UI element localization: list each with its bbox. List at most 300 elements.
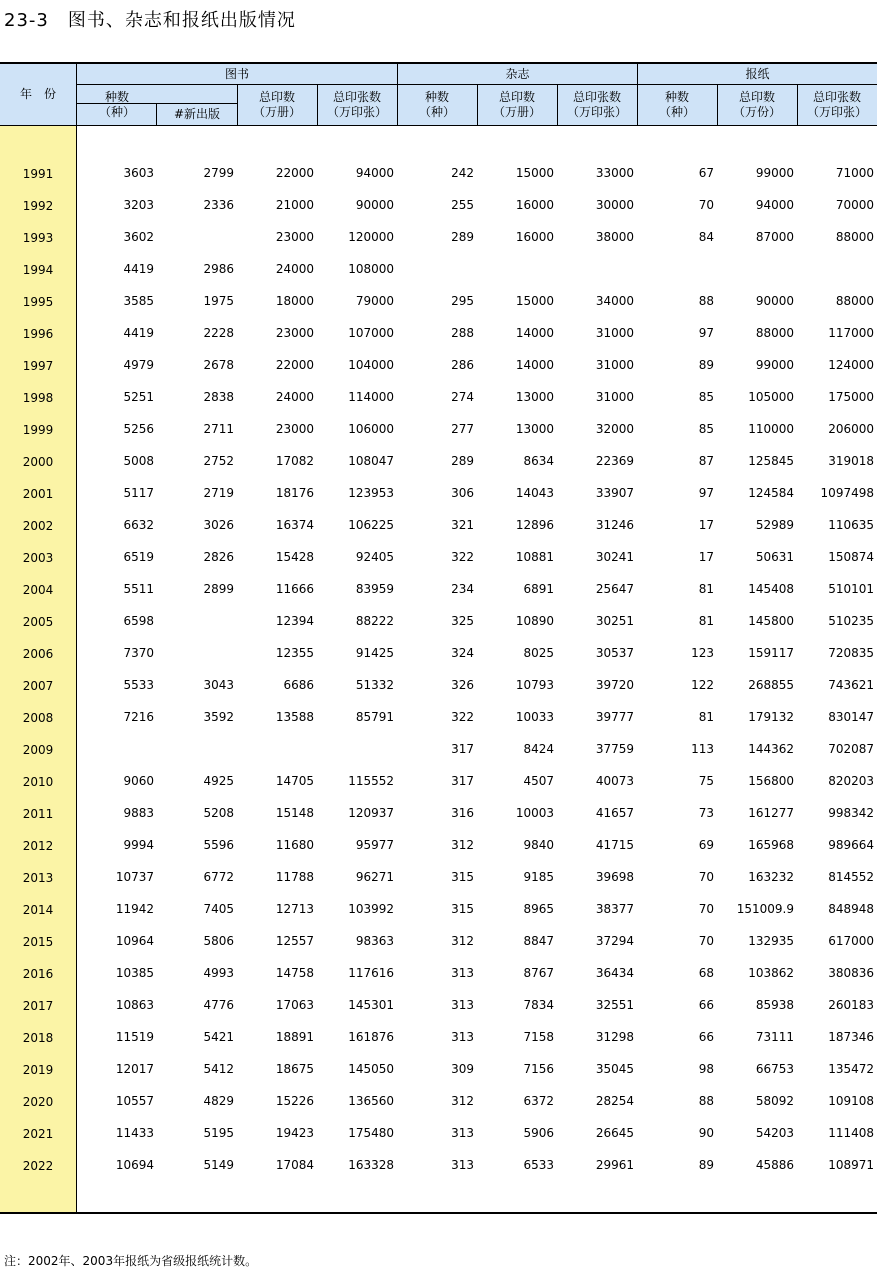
magazines-sheets-cell: 31000 bbox=[595, 326, 634, 340]
newspapers-copies-cell: 105000 bbox=[748, 390, 794, 404]
books-sheets-cell: 83959 bbox=[355, 582, 394, 596]
magazines-copies-cell: 8424 bbox=[523, 742, 554, 756]
newspapers-kinds-cell: 97 bbox=[698, 326, 714, 340]
magazines-copies-cell: 8634 bbox=[523, 454, 554, 468]
newspapers-kinds-cell: 88 bbox=[698, 294, 714, 308]
books-kinds-cell: 5533 bbox=[123, 678, 154, 692]
newspapers-sheets-cell: 150874 bbox=[828, 550, 874, 564]
newspapers-kinds-cell: 89 bbox=[698, 1158, 714, 1172]
year-cell: 2005 bbox=[22, 615, 54, 629]
books-new-cell: 5596 bbox=[203, 838, 234, 852]
year-cell: 2015 bbox=[22, 935, 54, 949]
books-new-cell: 4993 bbox=[203, 966, 234, 980]
magazines-kinds-cell: 313 bbox=[451, 966, 474, 980]
books-sheets-cell: 145301 bbox=[348, 998, 394, 1012]
magazines-copies-cell: 10003 bbox=[515, 806, 554, 820]
books-copies-cell: 16374 bbox=[275, 518, 314, 532]
books-kinds-cell: 9883 bbox=[123, 806, 154, 820]
magazines-sheets-cell: 31246 bbox=[595, 518, 634, 532]
magazines-sheets-cell: 31000 bbox=[595, 390, 634, 404]
books-kinds-cell: 10737 bbox=[115, 870, 154, 884]
magazines-sheets-cell: 39777 bbox=[595, 710, 634, 724]
books-kinds-cell: 10863 bbox=[115, 998, 154, 1012]
header-magazines-copies: 总印数 （万册） bbox=[492, 90, 541, 119]
newspapers-sheets-cell: 135472 bbox=[828, 1062, 874, 1076]
magazines-copies-cell: 6891 bbox=[523, 582, 554, 596]
books-new-cell: 5806 bbox=[203, 934, 234, 948]
books-new-cell: 2752 bbox=[203, 454, 234, 468]
books-new-cell: 7405 bbox=[203, 902, 234, 916]
books-kinds-cell: 10557 bbox=[115, 1094, 154, 1108]
header-bottom-divider bbox=[0, 125, 877, 126]
newspapers-sheets-cell: 109108 bbox=[828, 1094, 874, 1108]
year-column-background bbox=[0, 125, 76, 1212]
magazines-kinds-cell: 313 bbox=[451, 1030, 474, 1044]
year-cell: 1991 bbox=[22, 167, 54, 181]
books-copies-cell: 15226 bbox=[275, 1094, 314, 1108]
newspapers-sheets-cell: 998342 bbox=[828, 806, 874, 820]
newspapers-sheets-cell: 1097498 bbox=[820, 486, 874, 500]
newspapers-sheets-cell: 71000 bbox=[835, 166, 874, 180]
newspapers-kinds-cell: 17 bbox=[698, 518, 714, 532]
magazines-sheets-cell: 40073 bbox=[595, 774, 634, 788]
magazines-copies-cell: 9185 bbox=[523, 870, 554, 884]
books-sheets-cell: 94000 bbox=[355, 166, 394, 180]
newspapers-kinds-cell: 70 bbox=[698, 870, 714, 884]
magazines-sheets-cell: 39720 bbox=[595, 678, 634, 692]
newspapers-copies-cell: 161277 bbox=[748, 806, 794, 820]
magazines-kinds-cell: 315 bbox=[451, 870, 474, 884]
magazines-sheets-cell: 26645 bbox=[595, 1126, 634, 1140]
newspapers-copies-cell: 110000 bbox=[748, 422, 794, 436]
newspapers-copies-cell: 50631 bbox=[755, 550, 794, 564]
magazines-kinds-cell: 242 bbox=[451, 166, 474, 180]
magazines-copies-cell: 12896 bbox=[515, 518, 554, 532]
magazines-kinds-cell: 289 bbox=[451, 454, 474, 468]
magazines-copies-cell: 8025 bbox=[523, 646, 554, 660]
books-copies-cell: 11788 bbox=[275, 870, 314, 884]
books-kinds-cell: 11942 bbox=[115, 902, 154, 916]
magazines-sheets-cell: 25647 bbox=[595, 582, 634, 596]
books-sheets-cell: 106000 bbox=[348, 422, 394, 436]
newspapers-sheets-cell: 510101 bbox=[828, 582, 874, 596]
magazines-copies-cell: 16000 bbox=[515, 198, 554, 212]
newspapers-sheets-cell: 111408 bbox=[828, 1126, 874, 1140]
page-title: 23-3 图书、杂志和报纸出版情况 bbox=[4, 10, 296, 31]
magazines-sheets-cell: 28254 bbox=[595, 1094, 634, 1108]
books-new-cell: 3026 bbox=[203, 518, 234, 532]
books-kinds-cell: 4419 bbox=[123, 262, 154, 276]
books-sheets-cell: 108000 bbox=[348, 262, 394, 276]
year-column-divider bbox=[76, 64, 77, 1212]
magazines-kinds-cell: 312 bbox=[451, 934, 474, 948]
header-books-sheets: 总印张数 （万印张） bbox=[326, 90, 387, 119]
magazines-kinds-cell: 326 bbox=[451, 678, 474, 692]
books-copies-cell: 15148 bbox=[275, 806, 314, 820]
year-cell: 1994 bbox=[22, 263, 54, 277]
books-kinds-cell: 10694 bbox=[115, 1158, 154, 1172]
magazines-sheets-cell: 29961 bbox=[595, 1158, 634, 1172]
newspapers-kinds-cell: 87 bbox=[698, 454, 714, 468]
magazines-kinds-cell: 288 bbox=[451, 326, 474, 340]
newspapers-kinds-cell: 70 bbox=[698, 198, 714, 212]
magazines-sheets-cell: 38000 bbox=[595, 230, 634, 244]
newspapers-copies-cell: 124584 bbox=[748, 486, 794, 500]
books-new-cell: 2826 bbox=[203, 550, 234, 564]
magazines-kinds-cell: 309 bbox=[451, 1062, 474, 1076]
books-copies-cell: 23000 bbox=[275, 230, 314, 244]
magazines-kinds-cell: 295 bbox=[451, 294, 474, 308]
year-cell: 2002 bbox=[22, 519, 54, 533]
books-sheets-cell: 120937 bbox=[348, 806, 394, 820]
magazines-sheets-cell: 38377 bbox=[595, 902, 634, 916]
header-newspapers-sheets: 总印张数 （万印张） bbox=[806, 90, 867, 119]
books-new-cell: 2838 bbox=[203, 390, 234, 404]
books-kinds-cell: 3602 bbox=[123, 230, 154, 244]
magazines-copies-cell: 6372 bbox=[523, 1094, 554, 1108]
newspapers-copies-cell: 268855 bbox=[748, 678, 794, 692]
year-cell: 2020 bbox=[22, 1095, 54, 1109]
newspapers-sheets-cell: 617000 bbox=[828, 934, 874, 948]
newspapers-kinds-cell: 123 bbox=[691, 646, 714, 660]
year-cell: 1995 bbox=[22, 295, 54, 309]
books-sheets-cell: 85791 bbox=[355, 710, 394, 724]
newspapers-sheets-cell: 117000 bbox=[828, 326, 874, 340]
magazines-kinds-cell: 255 bbox=[451, 198, 474, 212]
books-sheets-cell: 51332 bbox=[355, 678, 394, 692]
books-sheets-cell: 120000 bbox=[348, 230, 394, 244]
year-cell: 2018 bbox=[22, 1031, 54, 1045]
magazines-copies-cell: 10890 bbox=[515, 614, 554, 628]
magazines-kinds-cell: 286 bbox=[451, 358, 474, 372]
newspapers-sheets-cell: 124000 bbox=[828, 358, 874, 372]
year-cell: 2010 bbox=[22, 775, 54, 789]
newspapers-sheets-cell: 108971 bbox=[828, 1158, 874, 1172]
newspapers-copies-cell: 45886 bbox=[755, 1158, 794, 1172]
newspapers-sheets-cell: 260183 bbox=[828, 998, 874, 1012]
books-copies-cell: 12355 bbox=[275, 646, 314, 660]
books-copies-cell: 18000 bbox=[275, 294, 314, 308]
newspapers-sheets-cell: 187346 bbox=[828, 1030, 874, 1044]
magazines-sheets-cell: 22369 bbox=[595, 454, 634, 468]
books-copies-cell: 12557 bbox=[275, 934, 314, 948]
newspapers-sheets-cell: 88000 bbox=[835, 230, 874, 244]
newspapers-kinds-cell: 84 bbox=[698, 230, 714, 244]
year-cell: 1993 bbox=[22, 231, 54, 245]
newspapers-copies-cell: 87000 bbox=[755, 230, 794, 244]
newspapers-sheets-cell: 702087 bbox=[828, 742, 874, 756]
newspapers-kinds-cell: 66 bbox=[698, 1030, 714, 1044]
books-new-cell: 2986 bbox=[203, 262, 234, 276]
year-cell: 2012 bbox=[22, 839, 54, 853]
year-cell: 2003 bbox=[22, 551, 54, 565]
header-magazines-kinds: 种数 （种） bbox=[418, 90, 455, 119]
books-copies-cell: 18675 bbox=[275, 1062, 314, 1076]
newspapers-copies-cell: 103862 bbox=[748, 966, 794, 980]
newspapers-kinds-cell: 81 bbox=[698, 710, 714, 724]
magazines-sheets-cell: 37759 bbox=[595, 742, 634, 756]
newspapers-copies-cell: 73111 bbox=[755, 1030, 794, 1044]
books-sheets-cell: 95977 bbox=[355, 838, 394, 852]
year-cell: 2019 bbox=[22, 1063, 54, 1077]
year-cell: 2000 bbox=[22, 455, 54, 469]
books-sheets-cell: 175480 bbox=[348, 1126, 394, 1140]
books-copies-cell: 11666 bbox=[275, 582, 314, 596]
books-new-cell: 3592 bbox=[203, 710, 234, 724]
books-new-cell: 4925 bbox=[203, 774, 234, 788]
books-kinds-cell: 10964 bbox=[115, 934, 154, 948]
newspapers-kinds-cell: 85 bbox=[698, 422, 714, 436]
header-magazines-sheets: 总印张数 （万印张） bbox=[566, 90, 627, 119]
newspapers-copies-cell: 58092 bbox=[755, 1094, 794, 1108]
year-cell: 1992 bbox=[22, 199, 54, 213]
books-sheets-cell: 161876 bbox=[348, 1030, 394, 1044]
newspapers-copies-cell: 88000 bbox=[755, 326, 794, 340]
newspapers-kinds-cell: 73 bbox=[698, 806, 714, 820]
newspapers-kinds-cell: 75 bbox=[698, 774, 714, 788]
year-cell: 2004 bbox=[22, 583, 54, 597]
newspapers-sheets-cell: 319018 bbox=[828, 454, 874, 468]
magazines-sheets-cell: 35045 bbox=[595, 1062, 634, 1076]
books-copies-cell: 6686 bbox=[283, 678, 314, 692]
magazines-kinds-cell: 321 bbox=[451, 518, 474, 532]
newspapers-sheets-cell: 720835 bbox=[828, 646, 874, 660]
books-kinds-cell: 5256 bbox=[123, 422, 154, 436]
header-year: 年 份 bbox=[19, 87, 56, 101]
magazines-sheets-cell: 37294 bbox=[595, 934, 634, 948]
magazines-kinds-cell: 313 bbox=[451, 1158, 474, 1172]
magazines-sheets-cell: 41657 bbox=[595, 806, 634, 820]
books-kinds-cell: 11433 bbox=[115, 1126, 154, 1140]
books-sheets-cell: 79000 bbox=[355, 294, 394, 308]
books-kinds-cell: 3603 bbox=[123, 166, 154, 180]
newspapers-sheets-cell: 510235 bbox=[828, 614, 874, 628]
newspapers-copies-cell: 99000 bbox=[755, 166, 794, 180]
books-copies-cell: 23000 bbox=[275, 326, 314, 340]
magazines-copies-cell: 10881 bbox=[515, 550, 554, 564]
magazines-copies-cell: 15000 bbox=[515, 166, 554, 180]
newspapers-copies-cell: 132935 bbox=[748, 934, 794, 948]
newspapers-kinds-cell: 90 bbox=[698, 1126, 714, 1140]
magazines-sheets-cell: 31298 bbox=[595, 1030, 634, 1044]
newspapers-sheets-cell: 820203 bbox=[828, 774, 874, 788]
books-new-cell: 2711 bbox=[203, 422, 234, 436]
newspapers-copies-cell: 179132 bbox=[748, 710, 794, 724]
newspapers-copies-cell: 145800 bbox=[748, 614, 794, 628]
year-cell: 2006 bbox=[22, 647, 54, 661]
magazines-sheets-cell: 32000 bbox=[595, 422, 634, 436]
newspapers-copies-cell: 156800 bbox=[748, 774, 794, 788]
books-sheets-cell: 136560 bbox=[348, 1094, 394, 1108]
magazines-kinds-cell: 274 bbox=[451, 390, 474, 404]
newspapers-kinds-cell: 113 bbox=[691, 742, 714, 756]
books-kinds-cell: 3203 bbox=[123, 198, 154, 212]
books-sheets-cell: 103992 bbox=[348, 902, 394, 916]
newspapers-copies-cell: 145408 bbox=[748, 582, 794, 596]
books-new-cell: 4829 bbox=[203, 1094, 234, 1108]
newspapers-sheets-cell: 110635 bbox=[828, 518, 874, 532]
books-new-cell: 5208 bbox=[203, 806, 234, 820]
magazines-kinds-cell: 315 bbox=[451, 902, 474, 916]
newspapers-copies-cell: 163232 bbox=[748, 870, 794, 884]
magazines-sheets-cell: 30241 bbox=[595, 550, 634, 564]
books-kinds-cell: 7370 bbox=[123, 646, 154, 660]
magazines-kinds-cell: 234 bbox=[451, 582, 474, 596]
books-kinds-cell: 9060 bbox=[123, 774, 154, 788]
books-copies-cell: 21000 bbox=[275, 198, 314, 212]
books-kinds-cell: 4419 bbox=[123, 326, 154, 340]
magazines-copies-cell: 14043 bbox=[515, 486, 554, 500]
books-sheets-cell: 115552 bbox=[348, 774, 394, 788]
books-copies-cell: 14705 bbox=[275, 774, 314, 788]
year-cell: 2021 bbox=[22, 1127, 54, 1141]
magazines-sheets-cell: 39698 bbox=[595, 870, 634, 884]
newspapers-kinds-cell: 70 bbox=[698, 902, 714, 916]
books-new-cell: 2799 bbox=[203, 166, 234, 180]
books-sheets-cell: 123953 bbox=[348, 486, 394, 500]
books-kinds-cell: 3585 bbox=[123, 294, 154, 308]
header-group-newspapers: 报纸 bbox=[745, 67, 770, 81]
newspapers-copies-cell: 66753 bbox=[755, 1062, 794, 1076]
books-new-cell: 2336 bbox=[203, 198, 234, 212]
magazines-kinds-cell: 316 bbox=[451, 806, 474, 820]
books-copies-cell: 22000 bbox=[275, 358, 314, 372]
magazines-copies-cell: 5906 bbox=[523, 1126, 554, 1140]
newspapers-sheets-cell: 814552 bbox=[828, 870, 874, 884]
magazines-kinds-cell: 277 bbox=[451, 422, 474, 436]
newspapers-copies-cell: 85938 bbox=[755, 998, 794, 1012]
magazines-kinds-cell: 322 bbox=[451, 710, 474, 724]
magazines-copies-cell: 7158 bbox=[523, 1030, 554, 1044]
year-cell: 2013 bbox=[22, 871, 54, 885]
newspapers-copies-cell: 94000 bbox=[755, 198, 794, 212]
magazines-kinds-cell: 325 bbox=[451, 614, 474, 628]
newspapers-sheets-cell: 989664 bbox=[828, 838, 874, 852]
books-new-cell: 5412 bbox=[203, 1062, 234, 1076]
newspapers-kinds-cell: 69 bbox=[698, 838, 714, 852]
newspapers-kinds-cell: 85 bbox=[698, 390, 714, 404]
year-cell: 1999 bbox=[22, 423, 54, 437]
footnote: 注：2002年、2003年报纸为省级报纸统计数。 bbox=[4, 1254, 258, 1268]
books-sheets-cell: 117616 bbox=[348, 966, 394, 980]
header-group-books: 图书 bbox=[224, 67, 249, 81]
newspapers-sheets-cell: 830147 bbox=[828, 710, 874, 724]
books-new-cell: 1975 bbox=[203, 294, 234, 308]
year-cell: 2011 bbox=[22, 807, 54, 821]
year-cell: 1998 bbox=[22, 391, 54, 405]
books-sheets-cell: 98363 bbox=[355, 934, 394, 948]
books-copies-cell: 18891 bbox=[275, 1030, 314, 1044]
books-copies-cell: 24000 bbox=[275, 390, 314, 404]
magazines-sheets-cell: 36434 bbox=[595, 966, 634, 980]
books-kinds-cell: 6519 bbox=[123, 550, 154, 564]
books-new-cell: 5195 bbox=[203, 1126, 234, 1140]
books-kinds-cell: 6632 bbox=[123, 518, 154, 532]
header-newspapers-copies: 总印数 （万份） bbox=[732, 90, 781, 119]
books-kinds-cell: 12017 bbox=[115, 1062, 154, 1076]
books-copies-cell: 19423 bbox=[275, 1126, 314, 1140]
magazines-kinds-cell: 324 bbox=[451, 646, 474, 660]
newspapers-sheets-cell: 88000 bbox=[835, 294, 874, 308]
magazines-kinds-cell: 317 bbox=[451, 742, 474, 756]
magazines-kinds-cell: 313 bbox=[451, 1126, 474, 1140]
books-sheets-cell: 108047 bbox=[348, 454, 394, 468]
newspapers-kinds-cell: 68 bbox=[698, 966, 714, 980]
books-kinds-cell: 4979 bbox=[123, 358, 154, 372]
books-new-cell: 4776 bbox=[203, 998, 234, 1012]
books-new-cell: 6772 bbox=[203, 870, 234, 884]
books-kinds-cell: 5511 bbox=[123, 582, 154, 596]
books-new-cell: 5149 bbox=[203, 1158, 234, 1172]
magazines-kinds-cell: 306 bbox=[451, 486, 474, 500]
books-copies-cell: 18176 bbox=[275, 486, 314, 500]
magazines-kinds-cell: 312 bbox=[451, 838, 474, 852]
books-copies-cell: 12713 bbox=[275, 902, 314, 916]
magazines-sheets-cell: 33000 bbox=[595, 166, 634, 180]
books-copies-cell: 12394 bbox=[275, 614, 314, 628]
books-kinds-cell: 5008 bbox=[123, 454, 154, 468]
books-copies-cell: 13588 bbox=[275, 710, 314, 724]
newspapers-sheets-cell: 848948 bbox=[828, 902, 874, 916]
magazines-copies-cell: 13000 bbox=[515, 390, 554, 404]
books-sheets-cell: 107000 bbox=[348, 326, 394, 340]
books-copies-cell: 17084 bbox=[275, 1158, 314, 1172]
magazines-sheets-cell: 34000 bbox=[595, 294, 634, 308]
books-copies-cell: 11680 bbox=[275, 838, 314, 852]
newspapers-copies-cell: 54203 bbox=[755, 1126, 794, 1140]
newspapers-copies-cell: 151009.9 bbox=[736, 902, 794, 916]
newspapers-copies-cell: 99000 bbox=[755, 358, 794, 372]
books-kinds-cell: 5251 bbox=[123, 390, 154, 404]
books-new-cell: 2228 bbox=[203, 326, 234, 340]
year-cell: 1996 bbox=[22, 327, 54, 341]
books-copies-cell: 24000 bbox=[275, 262, 314, 276]
year-cell: 2014 bbox=[22, 903, 54, 917]
magazines-kinds-cell: 289 bbox=[451, 230, 474, 244]
magazines-copies-cell: 4507 bbox=[523, 774, 554, 788]
magazines-copies-cell: 7834 bbox=[523, 998, 554, 1012]
newspapers-copies-cell: 165968 bbox=[748, 838, 794, 852]
books-sheets-cell: 96271 bbox=[355, 870, 394, 884]
newspapers-sheets-cell: 175000 bbox=[828, 390, 874, 404]
books-kinds-cell: 9994 bbox=[123, 838, 154, 852]
newspapers-sheets-cell: 206000 bbox=[828, 422, 874, 436]
magazines-sheets-cell: 32551 bbox=[595, 998, 634, 1012]
books-copies-cell: 14758 bbox=[275, 966, 314, 980]
books-copies-cell: 17082 bbox=[275, 454, 314, 468]
books-sheets-cell: 104000 bbox=[348, 358, 394, 372]
books-copies-cell: 23000 bbox=[275, 422, 314, 436]
magazines-kinds-cell: 317 bbox=[451, 774, 474, 788]
newspapers-copies-cell: 125845 bbox=[748, 454, 794, 468]
magazines-copies-cell: 8965 bbox=[523, 902, 554, 916]
books-sheets-cell: 90000 bbox=[355, 198, 394, 212]
books-new-cell: 2899 bbox=[203, 582, 234, 596]
books-sheets-cell: 145050 bbox=[348, 1062, 394, 1076]
magazines-copies-cell: 8847 bbox=[523, 934, 554, 948]
newspapers-kinds-cell: 81 bbox=[698, 614, 714, 628]
newspapers-sheets-cell: 70000 bbox=[835, 198, 874, 212]
books-copies-cell: 22000 bbox=[275, 166, 314, 180]
newspapers-kinds-cell: 70 bbox=[698, 934, 714, 948]
magazines-copies-cell: 14000 bbox=[515, 358, 554, 372]
books-copies-cell: 15428 bbox=[275, 550, 314, 564]
header-books-copies: 总印数 （万册） bbox=[252, 90, 301, 119]
newspapers-kinds-cell: 88 bbox=[698, 1094, 714, 1108]
newspapers-sheets-cell: 743621 bbox=[828, 678, 874, 692]
magazines-sheets-cell: 30251 bbox=[595, 614, 634, 628]
books-copies-cell: 17063 bbox=[275, 998, 314, 1012]
